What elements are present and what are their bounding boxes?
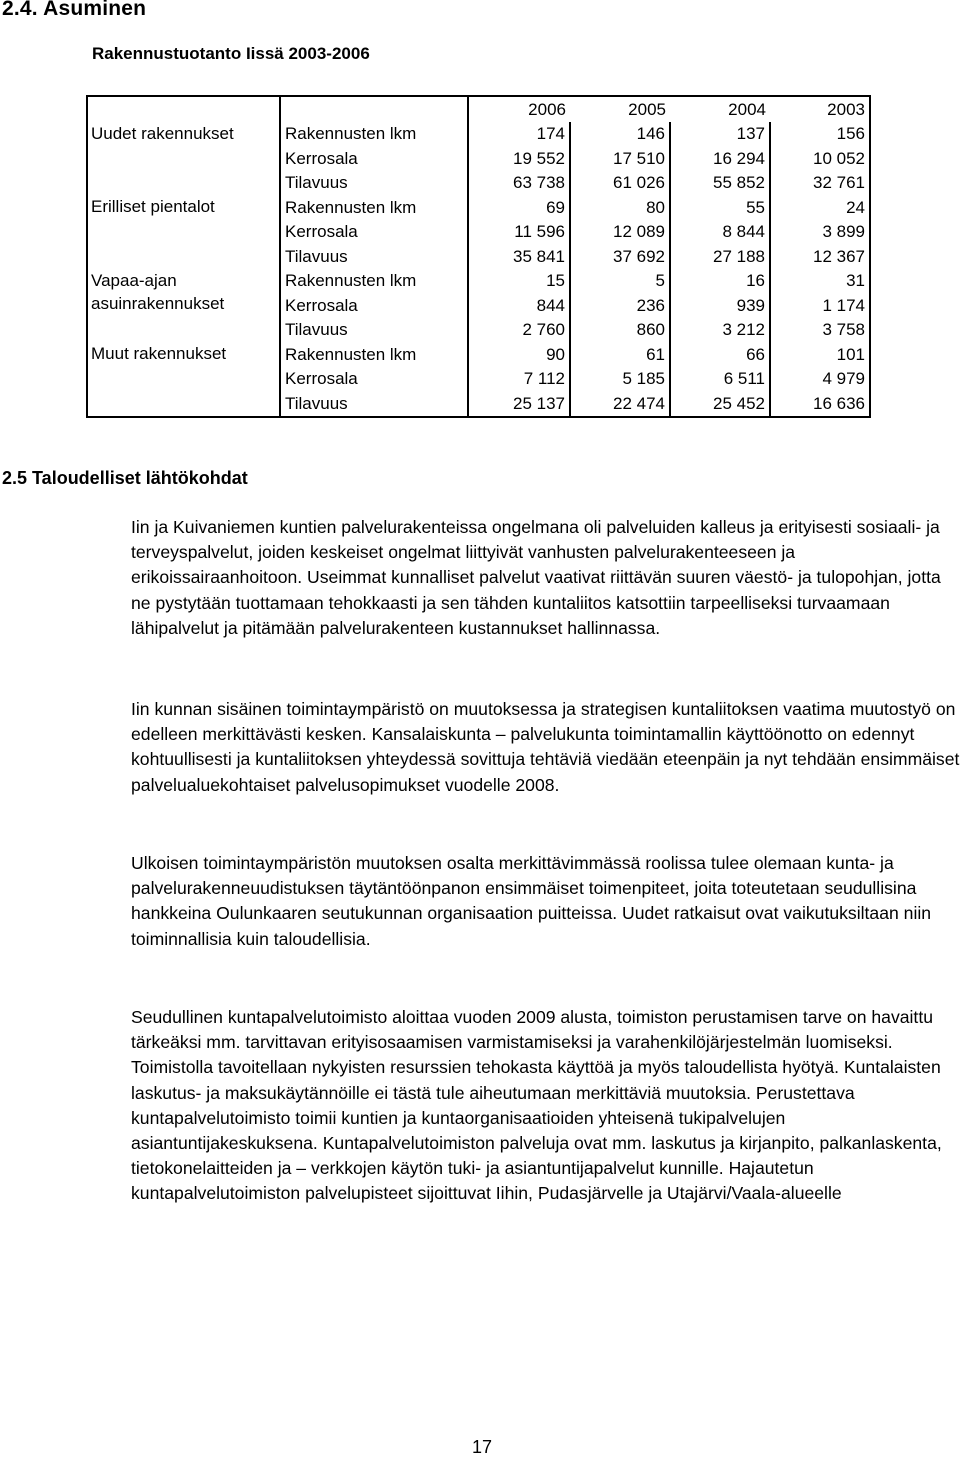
section-heading: 2.4. Asuminen — [2, 0, 147, 20]
value-cell: 69 — [468, 195, 570, 220]
table-row — [87, 122, 870, 147]
value-cell: 6 511 — [670, 367, 770, 392]
value-cell: 4 979 — [770, 367, 870, 392]
value-cell: 8 844 — [670, 220, 770, 245]
value-cell: 1 174 — [770, 293, 870, 318]
value-cell: 3 899 — [770, 220, 870, 245]
paragraph-4: Seudullinen kuntapalvelutoimisto aloittaa vuoden 2009 alusta, toimiston perustamisen tarve on havaittu tärkeäksi mm. tarvittavan erityisosaamisen varmistamiseksi ja varahenkilöjärjestelmän luomiseksi. Toimistolla tavoitellaan nykyisten resurssien tehokasta käyttöä ja myös taloudellista hyötyä. Kuntalaisten laskutus- ja maksukäytännöille ei tästä tule aiheutumaan merkittäviä muutoksia. Perustettava kuntapalvelutoimisto toimii kuntien ja kuntaorganisaatioiden yhteisenä tukipalvelujen asiantuntijakeskuksena. Kuntapalvelutoimiston palveluja ovat mm. laskutus ja kirjanpito, palkanlaskenta, tietokonelaitteiden ja – verkkojen käytön tuki- ja asiantuntijapalvelut kunnille. Hajautetun kuntapalvelutoimiston palvelupisteet sijoittuvat Iihin, Pudasjärvelle ja Utajärvi/Vaala-alueelle — [131, 1007, 942, 1204]
table-row — [87, 342, 870, 367]
row-label: Kerrosala — [280, 146, 468, 171]
value-cell: 19 552 — [468, 146, 570, 171]
value-cell: 32 761 — [770, 171, 870, 196]
value-cell: 55 852 — [670, 171, 770, 196]
paragraph-2: Iin kunnan sisäinen toimintaympäristö on muutoksessa ja strategisen kuntaliitoksen vaatima muutostyö on edelleen merkittävästi kesken. Kansalaiskunta – palvelukunta toimintamallin käyttöönotto on edennyt kohtuullisesti ja kuntaliitoksen yhteydessä sovittuja tehtäviä viedään eteenpäin ja nyt tehdään ensimmäiset palvelualuekohtaiset palvelusopimukset vuodelle 2008. — [131, 699, 960, 795]
value-cell: 35 841 — [468, 244, 570, 269]
value-cell: 10 052 — [770, 146, 870, 171]
table-row — [87, 195, 870, 220]
header-label-cell — [280, 96, 468, 122]
row-label: Tilavuus — [280, 318, 468, 343]
value-cell: 174 — [468, 122, 570, 147]
value-cell: 860 — [570, 318, 670, 343]
group-name: Muut rakennukset — [87, 342, 280, 417]
row-label: Rakennusten lkm — [280, 122, 468, 147]
value-cell: 80 — [570, 195, 670, 220]
year-header: 2006 — [468, 96, 570, 122]
row-label: Tilavuus — [280, 244, 468, 269]
header-empty-cell — [87, 96, 280, 122]
value-cell: 5 — [570, 269, 670, 294]
year-header: 2003 — [770, 96, 870, 122]
value-cell: 5 185 — [570, 367, 670, 392]
row-label: Kerrosala — [280, 293, 468, 318]
paragraph-3: Ulkoisen toimintaympäristön muutoksen osalta merkittävimmässä roolissa tulee olemaan kunta- ja palvelurakenneuudistuksen täytäntöönpanon ensimmäiset toimenpiteet, joita toteutetaan seudullisina hankkeina Oulunkaaren seutukunnan organisaation puitteissa. Uudet ratkaisut ovat vaikutuksiltaan niin toiminnallisia kuin taloudellisia. — [131, 853, 932, 949]
value-cell: 12 367 — [770, 244, 870, 269]
table-title: Rakennustuotanto Iissä 2003-2006 — [92, 44, 370, 63]
row-label: Tilavuus — [280, 171, 468, 196]
value-cell: 16 — [670, 269, 770, 294]
value-cell: 137 — [670, 122, 770, 147]
group-name: Erilliset pientalot — [87, 195, 280, 269]
value-cell: 55 — [670, 195, 770, 220]
value-cell: 61 026 — [570, 171, 670, 196]
value-cell: 24 — [770, 195, 870, 220]
value-cell: 16 294 — [670, 146, 770, 171]
value-cell: 101 — [770, 342, 870, 367]
group-name: Uudet rakennukset — [87, 122, 280, 196]
year-header: 2004 — [670, 96, 770, 122]
value-cell: 7 112 — [468, 367, 570, 392]
table-row — [87, 269, 870, 294]
value-cell: 61 — [570, 342, 670, 367]
value-cell: 3 758 — [770, 318, 870, 343]
row-label: Rakennusten lkm — [280, 195, 468, 220]
page-number: 17 — [472, 1437, 493, 1457]
row-label: Tilavuus — [280, 391, 468, 417]
construction-table — [86, 95, 871, 418]
value-cell: 25 137 — [468, 391, 570, 417]
value-cell: 15 — [468, 269, 570, 294]
value-cell: 844 — [468, 293, 570, 318]
value-cell: 939 — [670, 293, 770, 318]
row-label: Rakennusten lkm — [280, 269, 468, 294]
value-cell: 90 — [468, 342, 570, 367]
year-header: 2005 — [570, 96, 670, 122]
value-cell: 25 452 — [670, 391, 770, 417]
row-label: Rakennusten lkm — [280, 342, 468, 367]
value-cell: 2 760 — [468, 318, 570, 343]
value-cell: 22 474 — [570, 391, 670, 417]
value-cell: 11 596 — [468, 220, 570, 245]
value-cell: 31 — [770, 269, 870, 294]
section2-heading: 2.5 Taloudelliset lähtökohdat — [2, 468, 248, 488]
value-cell: 12 089 — [570, 220, 670, 245]
value-cell: 17 510 — [570, 146, 670, 171]
value-cell: 3 212 — [670, 318, 770, 343]
value-cell: 63 738 — [468, 171, 570, 196]
value-cell: 146 — [570, 122, 670, 147]
row-label: Kerrosala — [280, 367, 468, 392]
value-cell: 156 — [770, 122, 870, 147]
value-cell: 37 692 — [570, 244, 670, 269]
paragraph-1: Iin ja Kuivaniemen kuntien palvelurakenteissa ongelmana oli palveluiden kalleus ja erityisesti sosiaali- ja terveyspalvelut, joiden keskeiset ongelmat liittyivät vanhusten palvelurakenteeseen ja erikoissairaanhoitoon. Useimmat kunnalliset palvelut vaativat riittävän suuren väestö- ja tulopohjan, jotta ne pystytään tuottamaan tehokkaasti ja sen tähden kuntaliitos katsottiin tarpeelliseksi turvaamaan lähipalvelut ja pitämään palvelurakenteen kustannukset hallinnassa. — [131, 517, 941, 638]
value-cell: 27 188 — [670, 244, 770, 269]
row-label: Kerrosala — [280, 220, 468, 245]
group-name: Vapaa-ajan asuinrakennukset — [87, 269, 280, 343]
value-cell: 66 — [670, 342, 770, 367]
value-cell: 16 636 — [770, 391, 870, 417]
value-cell: 236 — [570, 293, 670, 318]
